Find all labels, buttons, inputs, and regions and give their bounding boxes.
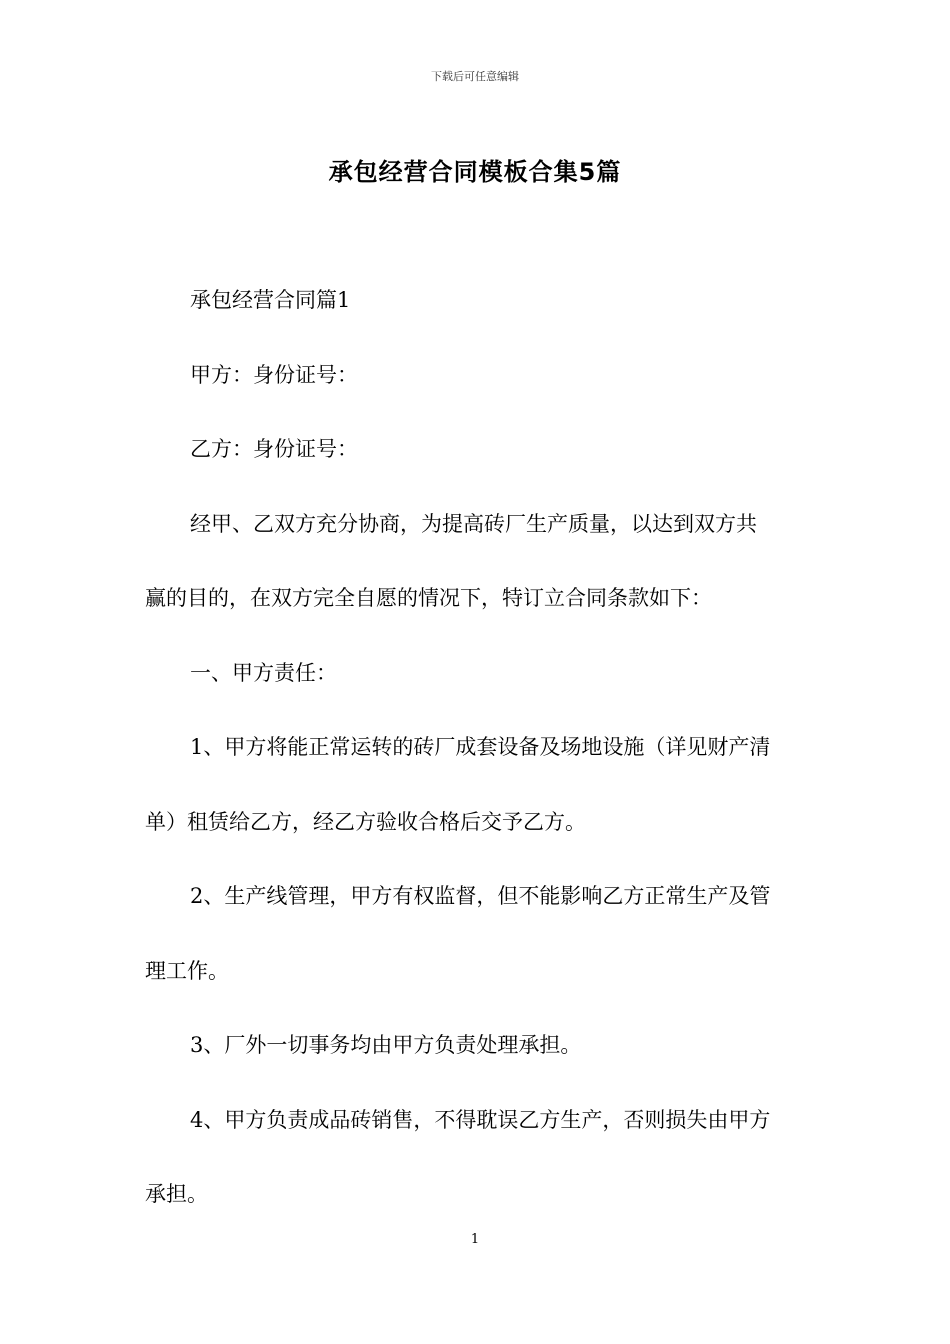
item-4-line-2: 承担。 [145,1182,208,1206]
party-a-line: 甲方：身份证号： [190,363,358,387]
document-title: 承包经营合同模板合集5篇 [328,158,622,186]
section-title: 承包经营合同篇1 [190,288,351,312]
party-b-line: 乙方：身份证号： [190,437,358,461]
page-number: 1 [470,1232,480,1247]
header-note: 下载后可任意编辑 [431,70,519,83]
item-4-line-1: 4、甲方负责成品砖销售，不得耽误乙方生产，否则损失由甲方 [190,1108,771,1132]
item-3-line-1: 3、厂外一切事务均由甲方负责处理承担。 [190,1033,582,1057]
item-2-line-2: 理工作。 [145,959,229,983]
clause-heading: 一、甲方责任： [190,661,337,685]
intro-line-2: 赢的目的，在双方完全自愿的情况下，特订立合同条款如下： [145,586,712,610]
item-2-line-1: 2、生产线管理，甲方有权监督，但不能影响乙方正常生产及管 [190,884,771,908]
item-1-line-2: 单）租赁给乙方，经乙方验收合格后交予乙方。 [145,810,586,834]
item-1-line-1: 1、甲方将能正常运转的砖厂成套设备及场地设施（详见财产清 [190,735,771,759]
intro-line-1: 经甲、乙双方充分协商，为提高砖厂生产质量，以达到双方共 [190,512,757,536]
